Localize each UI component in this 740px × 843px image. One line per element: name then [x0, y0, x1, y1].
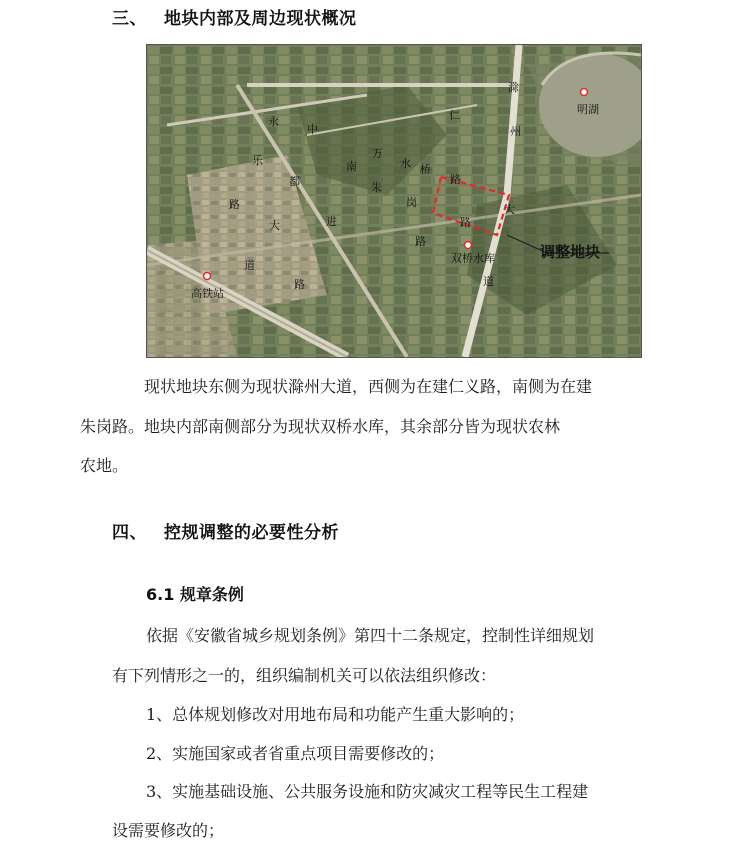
map-road-char: 路 [460, 216, 471, 229]
gaotiezhan-marker-icon [204, 273, 211, 280]
map-road-char: 道 [483, 275, 494, 288]
map-road-char: 路 [229, 198, 240, 211]
map-road-char: 南 [346, 160, 357, 173]
section-3-heading [112, 4, 357, 29]
map-road-char: 桥 [420, 163, 431, 176]
minghu-label: 明湖 [577, 103, 599, 116]
shuangqiao-label: 双桥水库 [451, 252, 495, 265]
section-4-title: 控规调整的必要性分析 [164, 523, 339, 543]
list-item: 2、实施国家或者省重点项目需要修改的； [146, 744, 445, 763]
gaotiezhan-label: 高铁站 [191, 287, 224, 300]
paragraph-line: 依据《安徽省城乡规划条例》第四十二条规定，控制性详细规划 [146, 626, 595, 645]
paragraph-line: 有下列情形之一的，组织编制机关可以依法组织修改： [112, 666, 497, 685]
map-road-char: 水 [400, 157, 411, 170]
map-road-char: 路 [294, 278, 305, 291]
subsection-6-1-heading: 6.1 规章条例 [146, 585, 244, 604]
map-road-char: 中 [307, 123, 318, 136]
paragraph-line: 现状地块东侧为现状滁州大道，西侧为在建仁义路，南侧为在建 [144, 377, 593, 396]
list-item: 3、实施基础设施、公共服务设施和防灾减灾工程等民生工程建 [146, 782, 589, 801]
section-3-number: 三、 [112, 9, 147, 29]
map-road-char: 乐 [252, 154, 263, 167]
map-road-char: 进 [326, 215, 337, 228]
paragraph-line: 朱岗路。地块内部南侧部分为现状双桥水库，其余部分皆为现状农林 [80, 416, 561, 436]
map-road-char: 路 [450, 173, 461, 186]
map-road-char: 朱 [371, 181, 382, 194]
shuangqiao-marker-icon [465, 242, 472, 249]
map-road-char: 仁 [449, 109, 460, 122]
section-4-number: 四、 [112, 523, 147, 543]
list-item: 1、总体规划修改对用地布局和功能产生重大影响的； [146, 705, 525, 724]
paragraph-status [80, 367, 632, 486]
section-4-heading [112, 518, 339, 543]
map-road-char: 都 [289, 175, 300, 188]
list-item-continuation: 设需要修改的； [112, 821, 225, 840]
paragraph-line: 农地。 [80, 456, 129, 475]
map-road-char: 道 [244, 259, 255, 272]
map-road-char: 州 [510, 125, 521, 138]
site-map [146, 44, 642, 358]
map-road-char: 大 [504, 203, 515, 216]
map-road-char: 大 [269, 219, 280, 232]
adjust-parcel-label: 调整地块 [540, 243, 601, 261]
map-road-char: 永 [268, 115, 279, 128]
satellite-map-image [147, 45, 641, 357]
map-road-char: 万 [372, 147, 383, 160]
map-road-char: 滁 [508, 81, 519, 94]
map-road-char: 岗 [406, 196, 417, 209]
minghu-marker-icon [581, 89, 588, 96]
map-road-char: 路 [415, 235, 426, 248]
section-3-title: 地块内部及周边现状概况 [164, 9, 357, 29]
